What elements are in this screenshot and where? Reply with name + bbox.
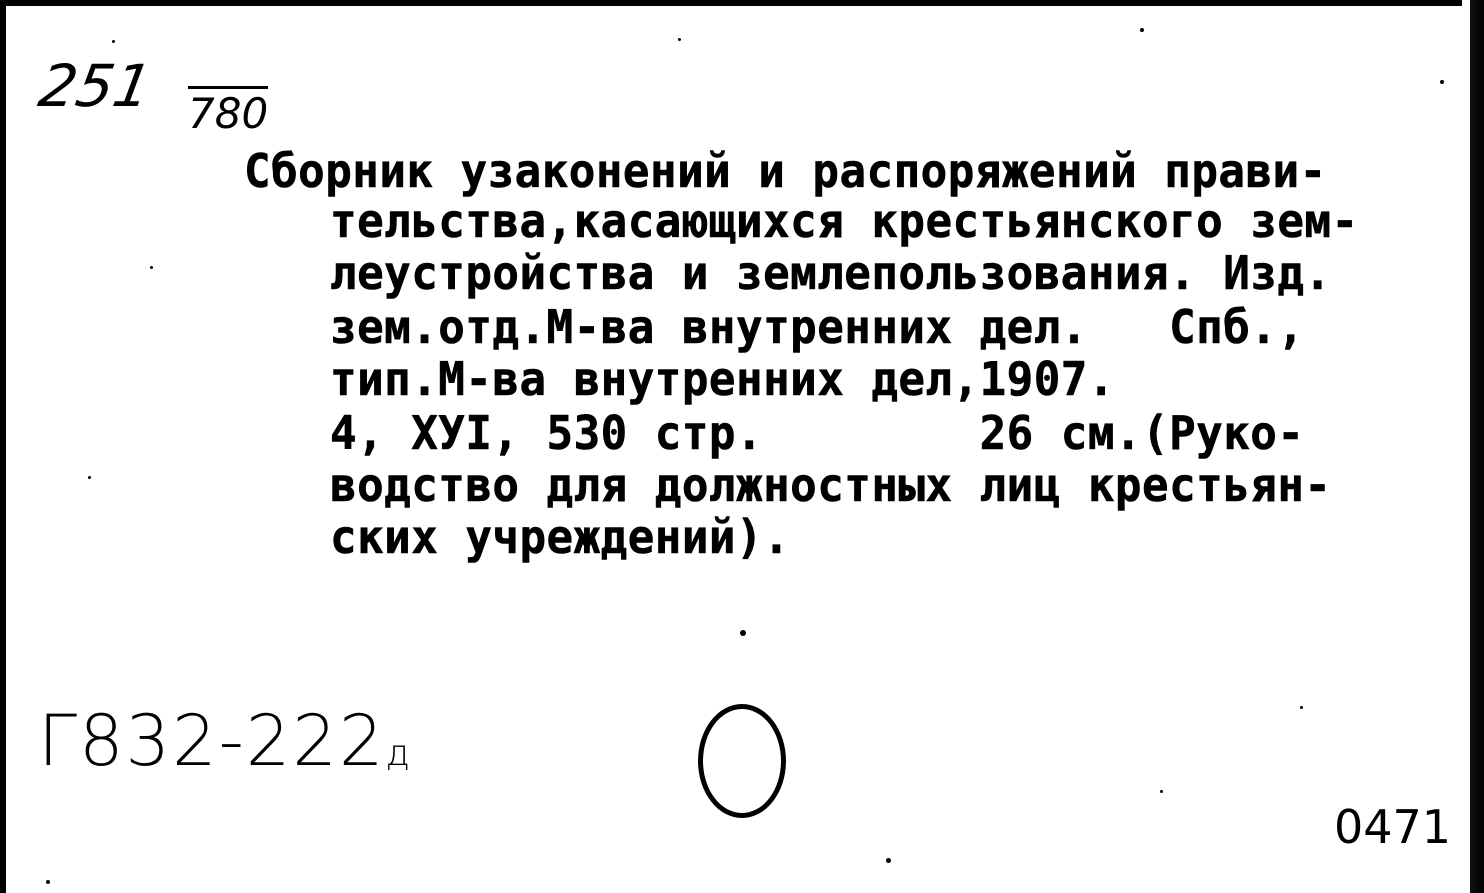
card-edge-top: [0, 0, 1484, 6]
speck: [150, 266, 153, 269]
speck: [1160, 790, 1163, 793]
card-number: 0471: [1334, 800, 1452, 854]
record-line-6: 4, XУI, 530 стр. 26 см.(Руко-: [330, 406, 1305, 460]
speck: [678, 38, 681, 41]
speck: [1300, 706, 1303, 709]
card-edge-left: [0, 0, 6, 893]
speck: [46, 880, 50, 884]
speck: [1440, 80, 1444, 84]
speck: [1140, 28, 1144, 32]
circle-stamp-mark: [698, 704, 786, 818]
speck: [740, 630, 746, 636]
record-line-4: зем.отд.М-ва внутренних дел. Спб.,: [330, 300, 1305, 354]
record-line-8: ских учреждений).: [330, 510, 791, 564]
speck: [886, 858, 891, 863]
card-edge-right: [1462, 0, 1484, 893]
call-number-main: Г832-222: [38, 700, 386, 782]
record-line-2: тельства,касающихся крестьянского зем-: [330, 194, 1359, 248]
shelf-mark: 251: [34, 52, 157, 120]
call-number-suffix: д: [385, 733, 412, 774]
record-line-7: водство для должностных лиц крестьян-: [330, 458, 1332, 512]
speck: [112, 40, 115, 43]
record-line-1: Сборник узаконений и распоряжений прави-: [244, 144, 1327, 198]
shelf-mark-sub: 780: [188, 86, 268, 135]
speck: [88, 476, 91, 479]
record-line-3: леустройства и землепользования. Изд.: [330, 246, 1332, 300]
record-line-5: тип.М-ва внутренних дел,1907.: [330, 352, 1115, 406]
call-number: [38, 700, 412, 782]
